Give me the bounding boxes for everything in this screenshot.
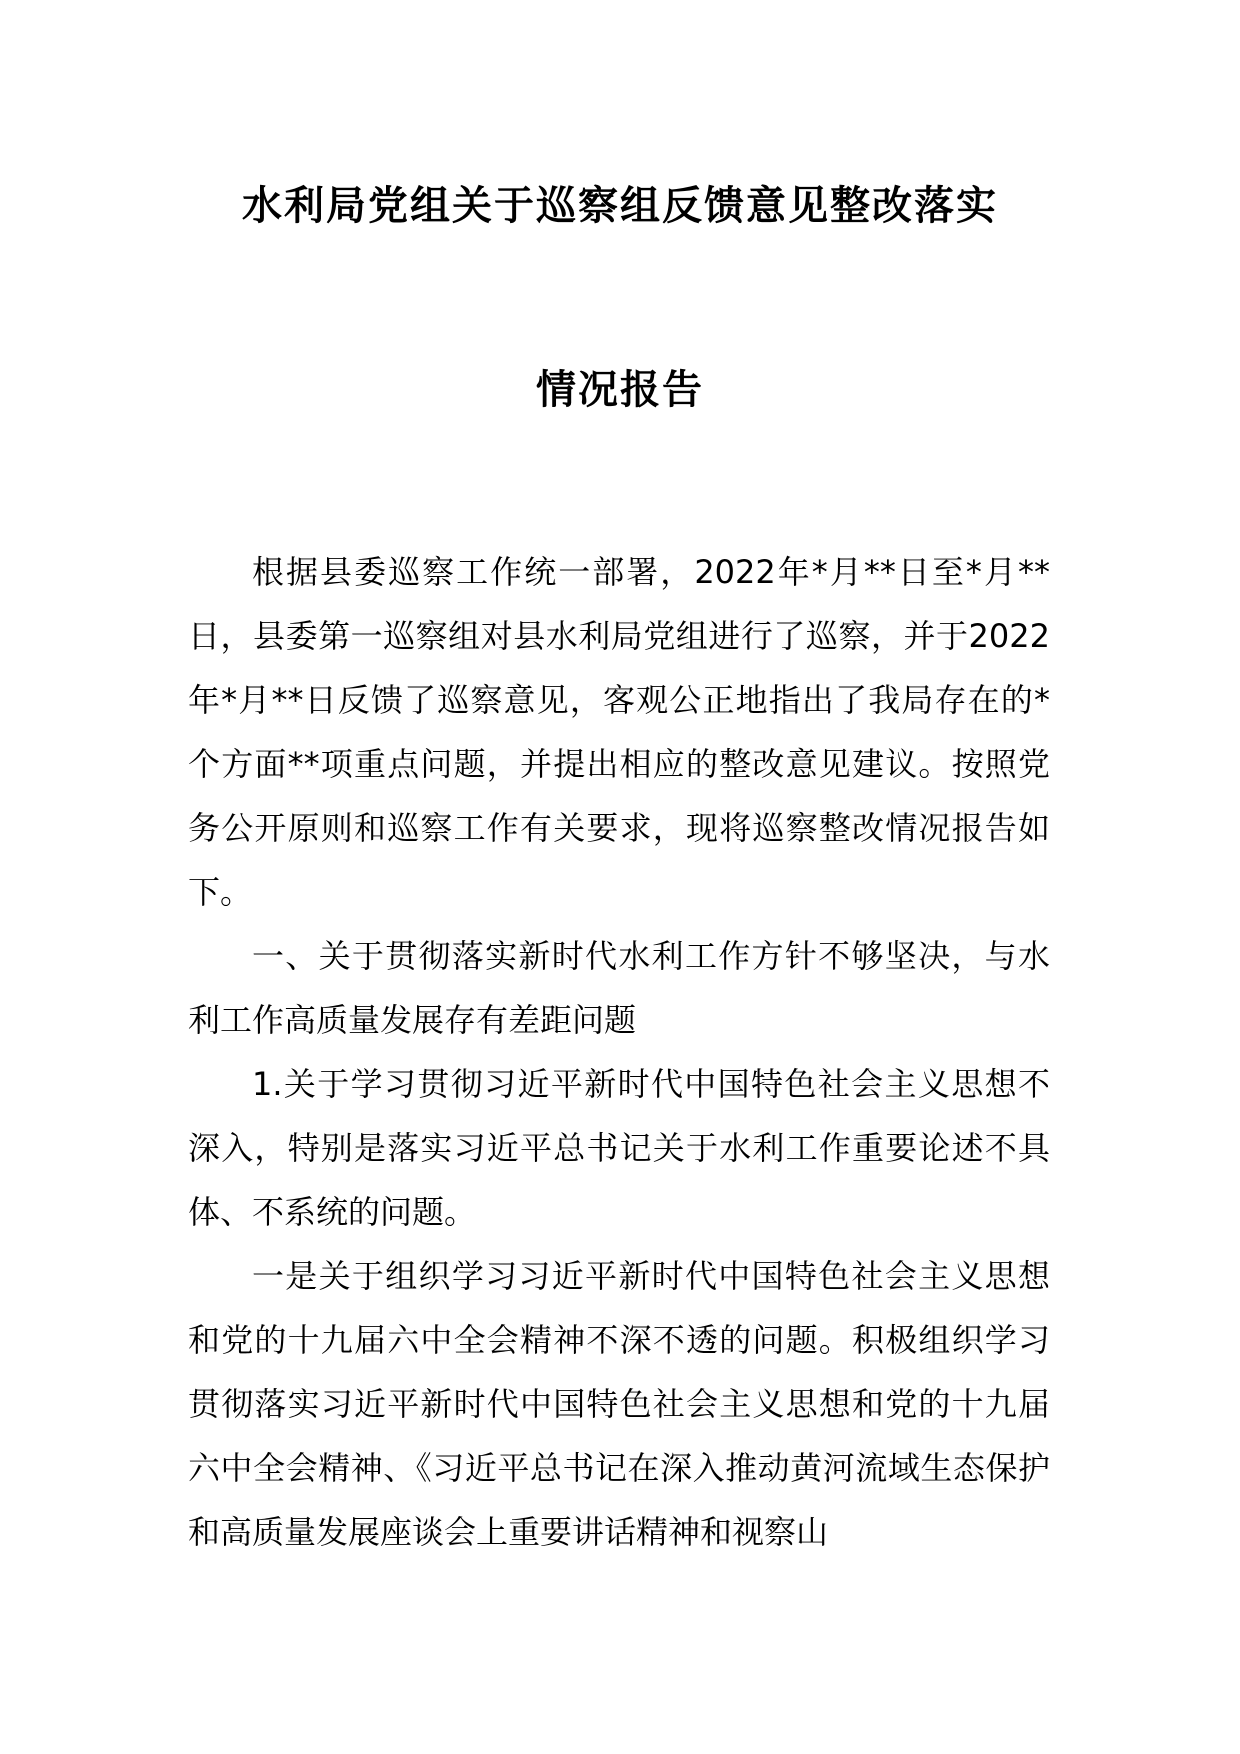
body-paragraph-item-1: 1.关于学习贯彻习近平新时代中国特色社会主义思想不深入，特别是落实习近平总书记关于水利工作重要论述不具体、不系统的问题。	[188, 1065, 1050, 1231]
body-paragraph-intro: 根据县委巡察工作统一部署，2022年*月**日至*月**日，县委第一巡察组对县水利局党组进行了巡察，并于2022年*月**日反馈了巡察意见，客观公正地指出了我局存在的*个方面**项重点问题，并提出相应的整改意见建议。按照党务公开原则和巡察工作有关要求，现将巡察整改情况报告如下。	[188, 553, 1050, 911]
body-paragraph-section-heading: 一、关于贯彻落实新时代水利工作方针不够坚决，与水利工作高质量发展存有差距问题	[188, 937, 1050, 1039]
document-title-line-1: 水利局党组关于巡察组反馈意见整改落实	[242, 183, 998, 229]
document-body	[188, 540, 1050, 1564]
document-title-line-2: 情况报告	[536, 367, 704, 413]
body-paragraph-point-1: 一是关于组织学习习近平新时代中国特色社会主义思想和党的十九届六中全会精神不深不透的问题。积极组织学习贯彻落实习近平新时代中国特色社会主义思想和党的十九届六中全会精神、《习近平总书记在深入推动黄河流域生态保护和高质量发展座谈会上重要讲话精神和视察山	[188, 1257, 1050, 1551]
